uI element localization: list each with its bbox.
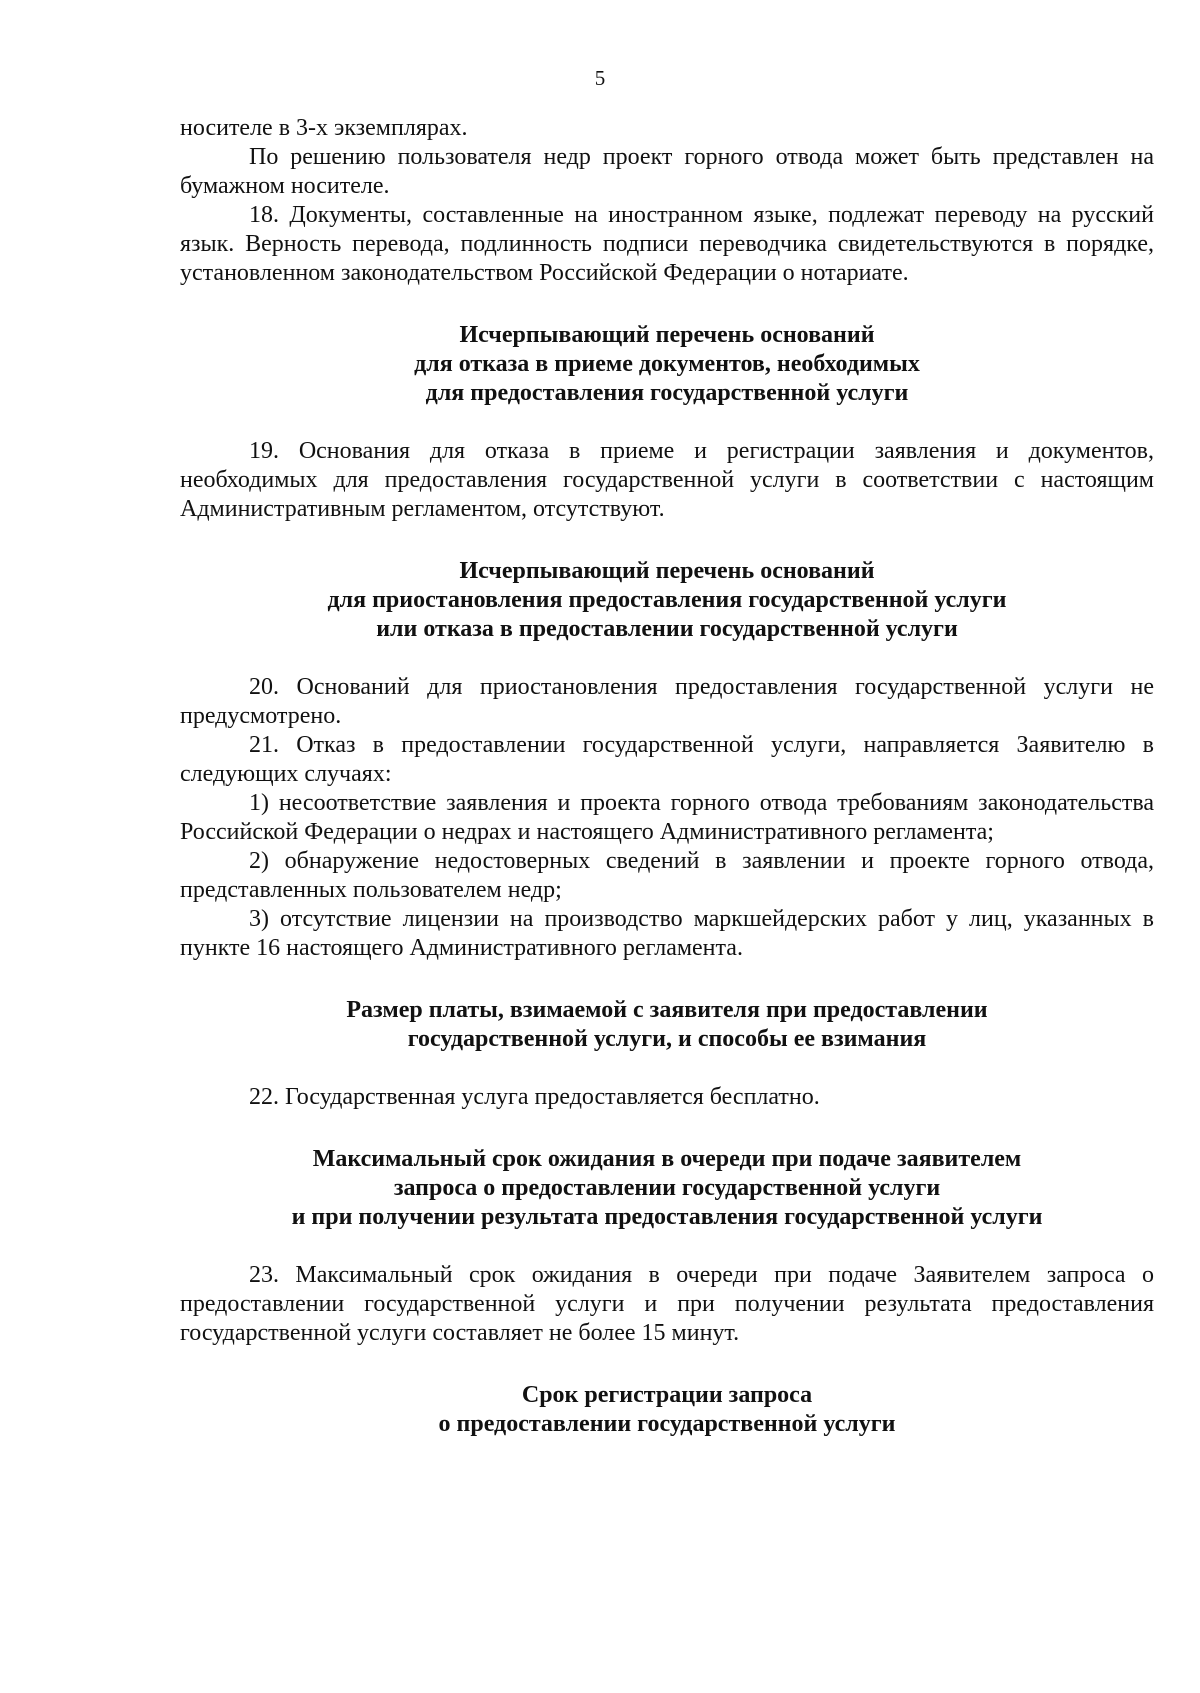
section-heading-line: Максимальный срок ожидания в очереди при подаче заявителем (312, 1146, 1022, 1172)
section-spacer (180, 1232, 1154, 1261)
section-heading-line: Размер платы, взимаемой с заявителя при предоставлении (346, 997, 988, 1023)
section-spacer (180, 1054, 1154, 1083)
section-heading-line: для приостановления предоставления государственной услуги (327, 587, 1007, 613)
section-spacer (180, 644, 1154, 673)
paragraph: 21. Отказ в предоставлении государственной услуги, направляется Заявителю в следующих случаях: (180, 732, 1154, 787)
section-spacer (180, 524, 1154, 557)
paragraph: 1) несоответствие заявления и проекта горного отвода требованиям законодательства Российской Федерации о недрах и настоящего Административного регламента; (180, 790, 1154, 845)
section-heading-line: о предоставлении государственной услуги (438, 1411, 896, 1437)
section-spacer (180, 963, 1154, 996)
section-heading-line: для предоставления государственной услуги (425, 380, 909, 406)
section-heading (180, 996, 1154, 1054)
paragraph: 3) отсутствие лицензии на производство маркшейдерских работ у лиц, указанных в пункте 16 настоящего Административного регламента. (180, 906, 1154, 961)
section-spacer (180, 408, 1154, 437)
section-heading-line: для отказа в приеме документов, необходимых (414, 351, 920, 377)
page-number: 5 (594, 66, 606, 90)
section-heading (180, 557, 1154, 644)
section-heading-line: и при получении результата предоставления государственной услуги (291, 1204, 1043, 1230)
section-heading (180, 1145, 1154, 1232)
document-body (180, 114, 1154, 1468)
section-spacer (180, 1439, 1154, 1468)
paragraph: носителе в 3-х экземплярах. (180, 115, 468, 141)
section-spacer (180, 1348, 1154, 1381)
section-spacer (180, 1112, 1154, 1145)
section-heading-line: государственной услуги, и способы ее взимания (407, 1026, 927, 1052)
paragraph: 19. Основания для отказа в приеме и регистрации заявления и документов, необходимых для предоставления государственной услуги в соответствии с настоящим Административным регламентом, отсутствуют. (180, 438, 1154, 522)
section-heading-line: или отказа в предоставлении государственной услуги (376, 616, 958, 642)
paragraph: 18. Документы, составленные на иностранном языке, подлежат переводу на русский язык. Верность перевода, подлинность подписи переводчика свидетельствуются в порядке, установленном законодательством Российской Федерации о нотариате. (180, 202, 1154, 286)
paragraph: 23. Максимальный срок ожидания в очереди при подаче Заявителем запроса о предоставлении государственной услуги и при получении результата предоставления государственной услуги составляет не более 15 минут. (180, 1262, 1154, 1346)
section-heading (180, 321, 1154, 408)
section-heading-line: запроса о предоставлении государственной услуги (393, 1175, 941, 1201)
section-heading-line: Исчерпывающий перечень оснований (459, 322, 875, 348)
paragraph: 22. Государственная услуга предоставляется бесплатно. (249, 1084, 820, 1110)
paragraph: 2) обнаружение недостоверных сведений в заявлении и проекте горного отвода, представленных пользователем недр; (180, 848, 1154, 903)
section-spacer (180, 288, 1154, 321)
paragraph: 20. Оснований для приостановления предоставления государственной услуги не предусмотрено. (180, 674, 1154, 729)
section-heading-line: Исчерпывающий перечень оснований (459, 558, 875, 584)
paragraph: По решению пользователя недр проект горного отвода может быть представлен на бумажном носителе. (180, 144, 1154, 199)
section-heading-line: Срок регистрации запроса (521, 1382, 813, 1408)
section-heading (180, 1381, 1154, 1439)
